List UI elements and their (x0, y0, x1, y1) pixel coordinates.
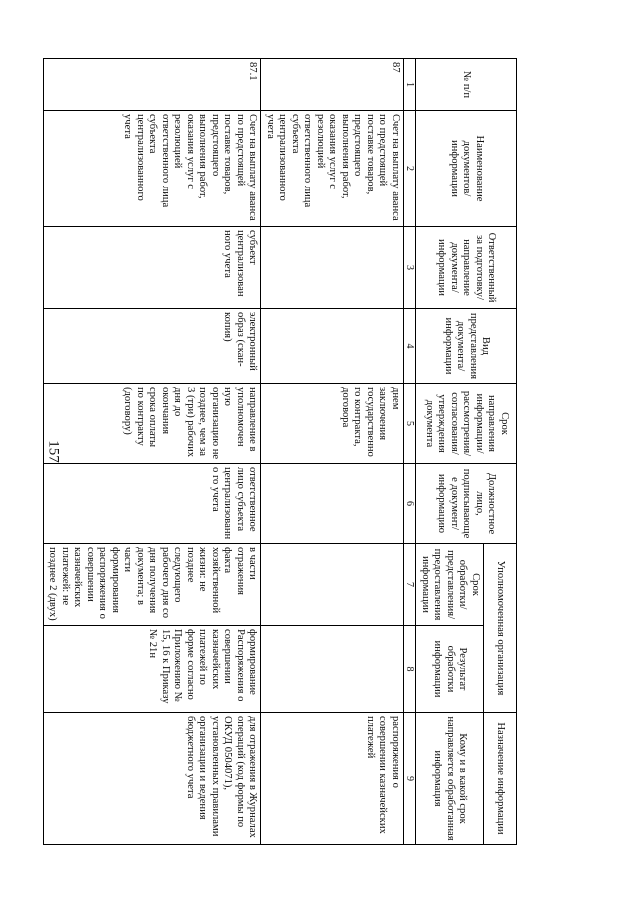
row-number: 87.1 (43, 59, 261, 111)
header-form: Вид представления документа/ информации (416, 309, 517, 384)
responsible-cell: субъект централизован ного учета (43, 227, 261, 309)
signer-cell: ответственное лицо субъекта централизованно го учета (43, 464, 261, 544)
column-number: 8 (403, 626, 416, 713)
processing-cell (261, 544, 404, 626)
column-number: 9 (403, 713, 416, 845)
form-cell (261, 309, 404, 384)
recipient-cell: для отражения в Журналах операций (код формы по ОКУД 0504071), установленных правилами организации и ведения бюджетного учета (43, 713, 261, 845)
deadline-cell: направление в уполномочен ную организацию не позднее, чем за 3 (три) рабочих дня до окончания срока оплаты по контракту (договору) (43, 384, 261, 464)
header-processing-result: Результат обработки информации (416, 626, 484, 713)
header-recipient: Кому и в какой срок направляется обработанная информация (416, 713, 484, 845)
table-row (261, 59, 404, 845)
column-number: 7 (403, 544, 416, 626)
header-document-name: Наименование документов/ информации (416, 111, 517, 227)
document-name: Счет на выплату аванса по предстоящей поставке товаров, предстоящего выполнения работ, оказания услуг с резолюцией ответственного лица субъекта централизованного учета (261, 111, 404, 227)
header-group-purpose: Назначение информации (484, 713, 517, 845)
signer-cell (261, 464, 404, 544)
column-numbers-row (403, 59, 416, 845)
header-responsible: Ответственный за подготовку/ направление документа/ информации (416, 227, 517, 309)
header-deadline: Срок направления информации/ рассмотрения/ согласования/ утверждения документа (416, 384, 517, 464)
page-number: 157 (45, 440, 62, 463)
column-number: 2 (403, 111, 416, 227)
processing-cell: в части отражения факта хозяйственной жизни: не позднее следующего рабочего дня со дня получения документа; в части формирования распоряжения о совершении казначейских платежей: не позднее 2 (двух) (43, 544, 261, 626)
row-number: 87 (261, 59, 404, 111)
deadline-cell: днем заключения государственного контракта, договора (261, 384, 404, 464)
form-cell: электронный образ (скан-копия) (43, 309, 261, 384)
column-number: 6 (403, 464, 416, 544)
table-row (43, 59, 261, 845)
result-cell: формирование Распоряжения о совершении казначейских платежей по форме согласно Приложению № 15, 16 к Приказу № 21н (43, 626, 261, 713)
document-name: Счет на выплату аванса по предстоящей поставке товаров, предстоящего выполнения работ, оказания услуг с резолюцией ответственного лица субъекта централизованного учета (43, 111, 261, 227)
recipient-cell: распоряжения о совершении казначейских платежей (261, 713, 404, 845)
responsible-cell (261, 227, 404, 309)
column-number: 4 (403, 309, 416, 384)
document-table (43, 58, 517, 845)
header-group-organization: Уполномоченная организация (484, 544, 517, 713)
header-processing-deadline: Срок обработки/ представления/ предоставления информации (416, 544, 484, 626)
column-number: 5 (403, 384, 416, 464)
header-number: № п/п (416, 59, 517, 111)
column-number: 1 (403, 59, 416, 111)
header-signer: Должностное лицо, подписывающее документ/ информацию (416, 464, 517, 544)
column-number: 3 (403, 227, 416, 309)
result-cell (261, 626, 404, 713)
